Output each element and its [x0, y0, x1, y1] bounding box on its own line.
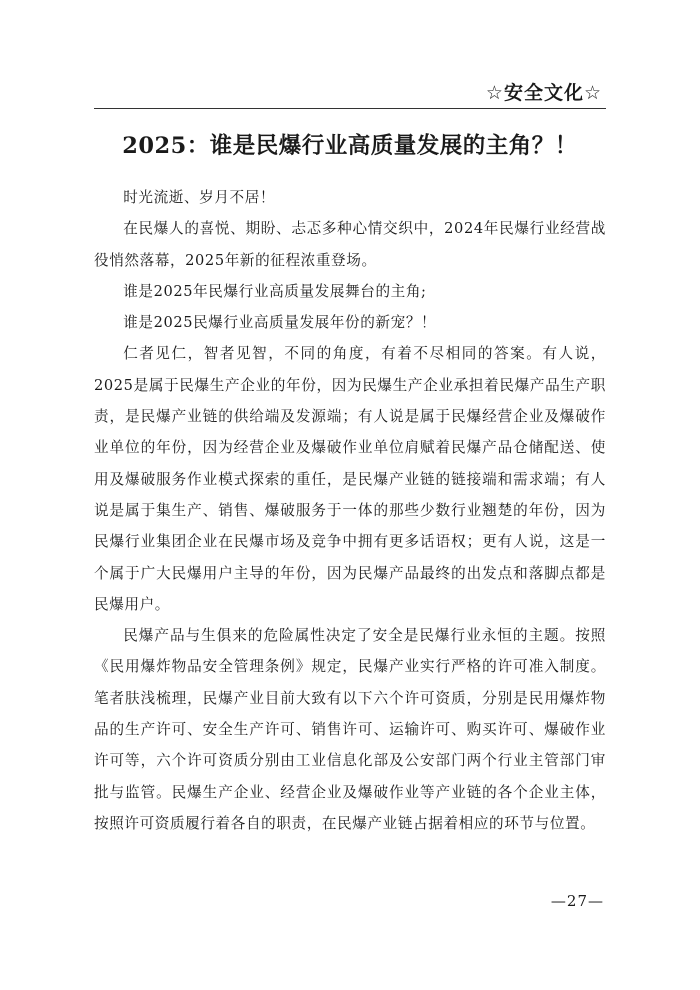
paragraph-3: 谁是2025年民爆行业高质量发展舞台的主角; — [123, 282, 427, 300]
paragraph-6: 民爆产品与生俱来的危险属性决定了安全是民爆行业永恒的主题。按照《民用爆炸物品安全管理条例》规定，民爆产业实行严格的许可准入制度。笔者肤浅梳理，民爆产业目前大致有以下六个许可资质，分别是民用爆炸物品的生产许可、安全生产许可、销售许可、运输许可、购买许可、爆破作业许可等，六个许可资质分别由工业信息化部及公安部门两个行业主管部门审批与监管。民爆生产企业、经营企业及爆破作业等产业链的各个企业主体，按照许可资质履行着各自的职责，在民爆产业链占据着相应的环节与位置。 — [94, 627, 606, 832]
article-title: 2025：谁是民爆行业高质量发展的主角？！ — [122, 133, 578, 159]
paragraph-5: 仁者见仁，智者见智，不同的角度，有着不尽相同的答案。有人说，2025是属于民爆生产企业的年份，因为民爆生产企业承担着民爆产品生产职责，是民爆产业链的供给端及发源端；有人说是属于民爆经营企业及爆破作业单位的年份，因为经营企业及爆破作业单位肩赋着民爆产品仓储配送、使用及爆破服务作业模式探索的重任，是民爆产业链的链接端和需求端；有人说是属于集生产、销售、爆破服务于一体的那些少数行业翘楚的年份，因为民爆行业集团企业在民爆市场及竞争中拥有更多话语权；更有人说，这是一个属于广大民爆用户主导的年份，因为民爆产品最终的出发点和落脚点都是民爆用户。 — [94, 345, 606, 613]
page-header — [94, 74, 606, 109]
page-number: —27— — [550, 892, 604, 910]
article-body — [94, 182, 606, 839]
section-tag: ☆安全文化☆ — [485, 82, 602, 104]
paragraph-1: 时光流逝、岁月不居！ — [123, 189, 276, 206]
paragraph-4: 谁是2025民爆行业高质量发展年份的新宠？！ — [123, 314, 437, 332]
paragraph-2: 在民爆人的喜悦、期盼、忐忑多种心情交织中，2024年民爆行业经营战役悄然落幕，2025年新的征程浓重登场。 — [94, 220, 606, 269]
